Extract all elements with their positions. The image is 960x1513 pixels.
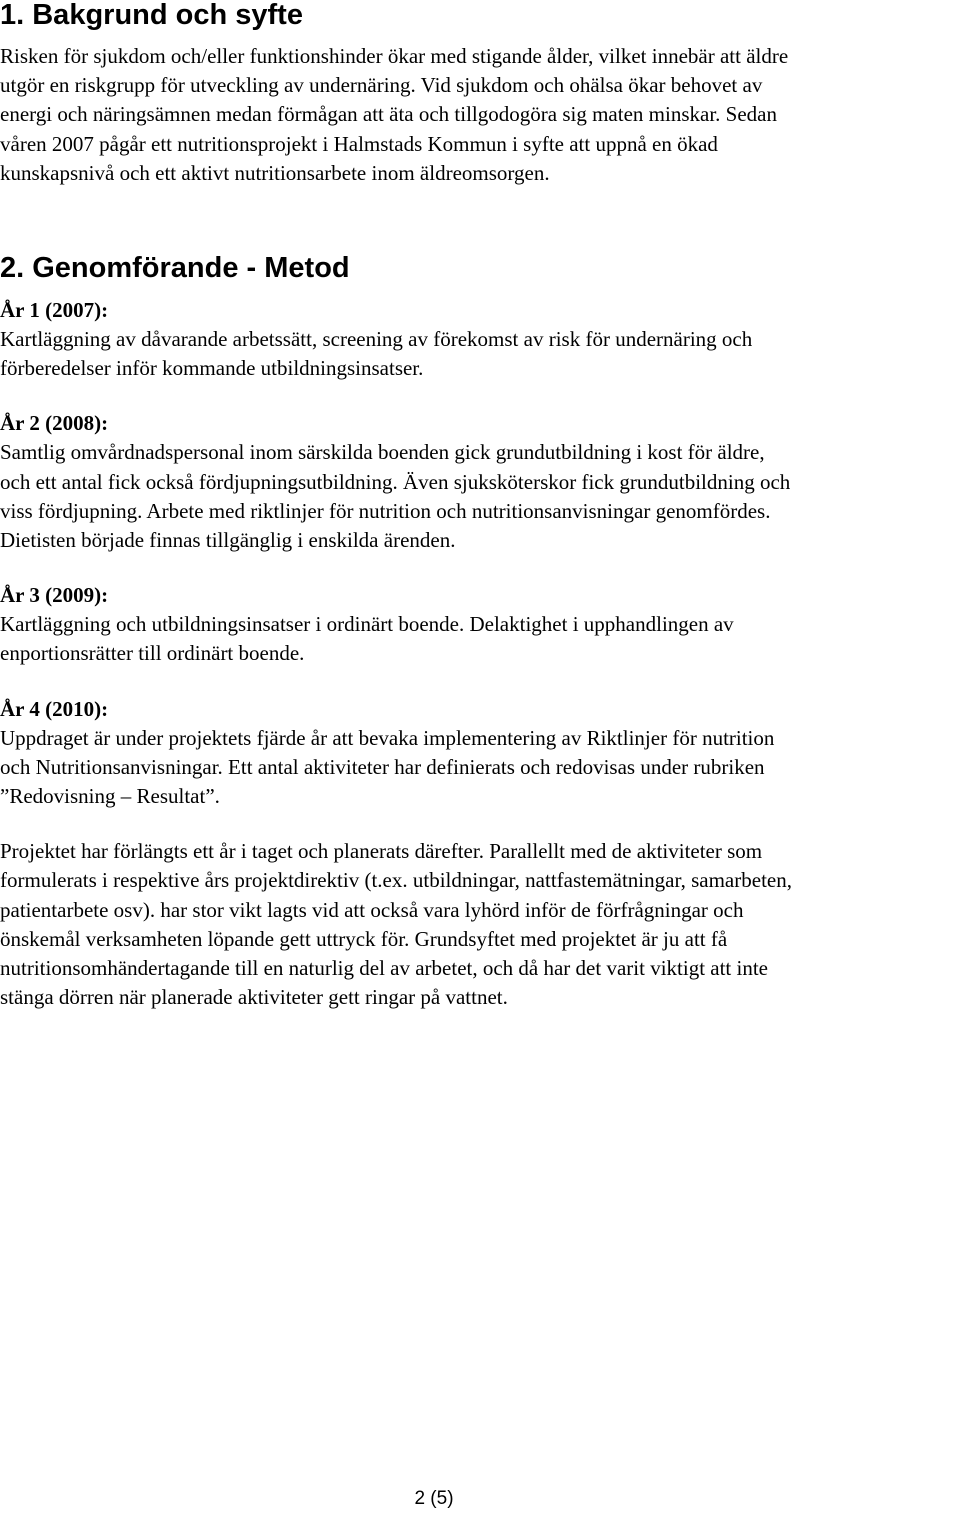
paragraph-line: energi och näringsämnen medan förmågan att äta och tillgodogöra sig maten minskar. Sedan bbox=[0, 102, 777, 127]
paragraph-line: patientarbete osv). har stor vikt lagts vid att också vara lyhörd inför de förfrågningar och bbox=[0, 897, 744, 922]
page-number: 2 (5) bbox=[414, 1488, 454, 1509]
year-4-paragraph bbox=[0, 724, 960, 812]
paragraph-line: våren 2007 pågår ett nutritionsprojekt i Halmstads Kommun i syfte att uppnå en ökad bbox=[0, 131, 718, 156]
paragraph-line: Kartläggning av dåvarande arbetssätt, screening av förekomst av risk för undernäring och bbox=[0, 327, 753, 352]
year-3-paragraph bbox=[0, 610, 960, 668]
paragraph-line: kunskapsnivå och ett aktivt nutritionsarbete inom äldreomsorgen. bbox=[0, 160, 550, 185]
section-1-heading: 1. Bakgrund och syfte bbox=[0, 0, 303, 31]
paragraph-line: viss fördjupning. Arbete med riktlinjer för nutrition och nutritionsanvisningar genomfördes. bbox=[0, 498, 771, 523]
paragraph-line: stänga dörren när planerade aktiviteter gett ringar på vattnet. bbox=[0, 985, 508, 1010]
paragraph-line: utgör en riskgrupp för utveckling av undernäring. Vid sjukdom och ohälsa ökar behovet av bbox=[0, 73, 763, 98]
year-2-label: År 2 (2008): bbox=[0, 411, 109, 436]
paragraph-line: Kartläggning och utbildningsinsatser i ordinärt boende. Delaktighet i upphandlingen av bbox=[0, 612, 734, 637]
paragraph-line: Dietisten började finnas tillgänglig i enskilda ärenden. bbox=[0, 528, 456, 553]
paragraph-line: ”Redovisning – Resultat”. bbox=[0, 784, 220, 809]
year-4-label: År 4 (2010): bbox=[0, 696, 109, 721]
paragraph-line: enportionsrätter till ordinärt boende. bbox=[0, 641, 305, 666]
paragraph-line: önskemål verksamheten löpande gett uttryck för. Grundsyftet med projektet är ju att få bbox=[0, 926, 728, 951]
year-2-paragraph bbox=[0, 438, 960, 555]
paragraph-line: Samtlig omvårdnadspersonal inom särskilda boenden gick grundutbildning i kost för äldre, bbox=[0, 440, 765, 465]
year-1-paragraph bbox=[0, 325, 960, 383]
closing-paragraph bbox=[0, 837, 960, 1012]
paragraph-line: Projektet har förlängts ett år i taget och planerats därefter. Parallellt med de aktiviteter som bbox=[0, 839, 763, 864]
paragraph-line: nutritionsomhändertagande till en naturlig del av arbetet, och då har det varit viktigt att inte bbox=[0, 956, 769, 981]
paragraph-line: förberedelser inför kommande utbildningsinsatser. bbox=[0, 356, 424, 381]
section-1-paragraph bbox=[0, 42, 960, 188]
year-3-label: År 3 (2009): bbox=[0, 583, 109, 608]
paragraph-line: formulerats i respektive års projektdirektiv (t.ex. utbildningar, nattfastemätningar, samarbeten, bbox=[0, 868, 792, 893]
paragraph-line: och Nutritionsanvisningar. Ett antal aktiviteter har definierats och redovisas under rubriken bbox=[0, 754, 765, 779]
paragraph-line: Risken för sjukdom och/eller funktionshinder ökar med stigande ålder, vilket innebär att äldre bbox=[0, 44, 789, 68]
paragraph-line: och ett antal fick också fördjupningsutbildning. Även sjuksköterskor fick grundutbildning och bbox=[0, 469, 791, 494]
paragraph-line: Uppdraget är under projektets fjärde år att bevaka implementering av Riktlinjer för nutrition bbox=[0, 725, 775, 750]
year-1-label: År 1 (2007): bbox=[0, 298, 109, 323]
section-2-heading: 2. Genomförande - Metod bbox=[0, 252, 350, 285]
